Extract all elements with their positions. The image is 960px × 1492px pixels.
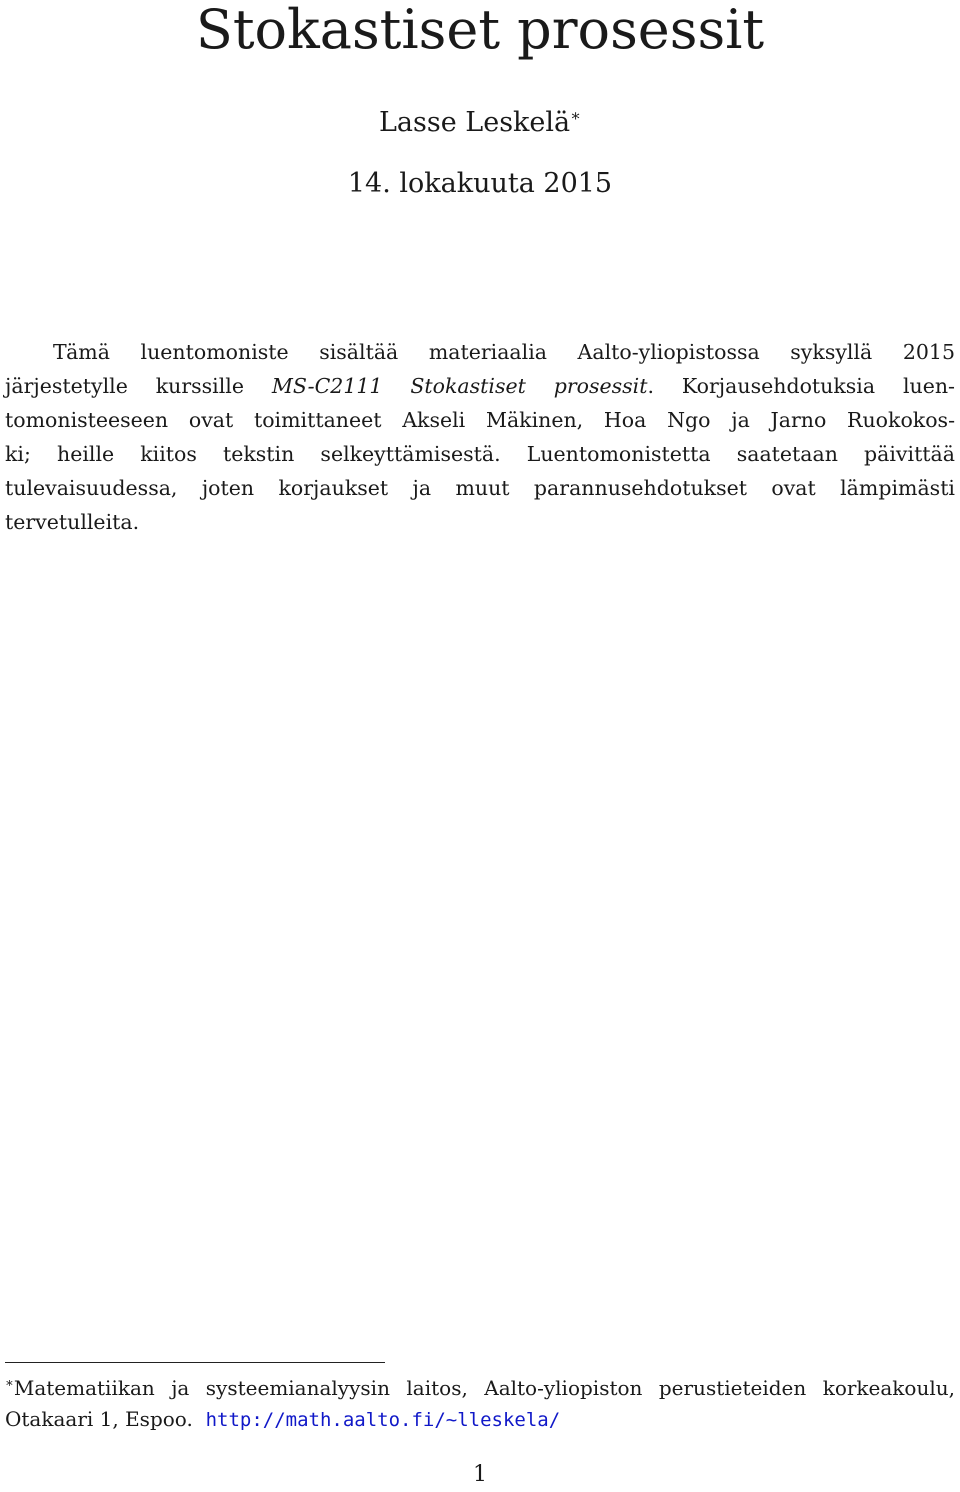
author-line <box>0 98 960 141</box>
footnote-line-1 <box>5 1368 955 1404</box>
page-number: 1 <box>473 1462 487 1487</box>
footnote-mark: ∗ <box>5 1376 14 1391</box>
abstract-line-6: tervetulleita. <box>5 510 140 534</box>
footnote-divider <box>5 1362 385 1363</box>
footnote-line-2 <box>5 1404 955 1436</box>
footnote-affiliation: Matematiikan ja systeemianalyysin laitos, Aalto-yliopiston perustieteiden korkeakoulu, <box>13 1376 955 1400</box>
author-name: Lasse Leskelä <box>378 107 571 138</box>
abstract-line-1: Tämä luentomoniste sisältää materiaalia Aalto-yliopistossa syksyllä 2015 <box>53 340 955 364</box>
abstract-line-4: ki; heille kiitos tekstin selkeyttämisestä. Luentomonistetta saatetaan päivittää <box>5 442 955 466</box>
abstract-line-2 <box>5 369 955 403</box>
abstract-line-3: tomonisteeseen ovat toimittaneet Akseli Mäkinen, Hoa Ngo ja Jarno Ruokokos- <box>5 408 955 432</box>
homepage-link[interactable]: http://math.aalto.fi/~lleskela/ <box>205 1409 561 1431</box>
course-name: MS-C2111 Stokastiset prosessit <box>271 374 648 398</box>
abstract-line-5: tulevaisuudessa, joten korjaukset ja muut parannusehdotukset ovat lämpimästi <box>5 476 955 500</box>
abstract-line-2-pre: järjestetylle kurssille <box>5 374 272 398</box>
abstract-line-2-post: . Korjausehdotuksia luen- <box>647 374 955 398</box>
abstract-paragraph <box>5 335 955 539</box>
footnote-address: Otakaari 1, Espoo. <box>5 1407 193 1431</box>
document-title: Stokastiset prosessit <box>195 0 765 61</box>
document-date: 14. lokakuuta 2015 <box>347 168 613 199</box>
footnote <box>5 1368 955 1436</box>
author-footnote-mark[interactable]: ∗ <box>570 106 581 125</box>
